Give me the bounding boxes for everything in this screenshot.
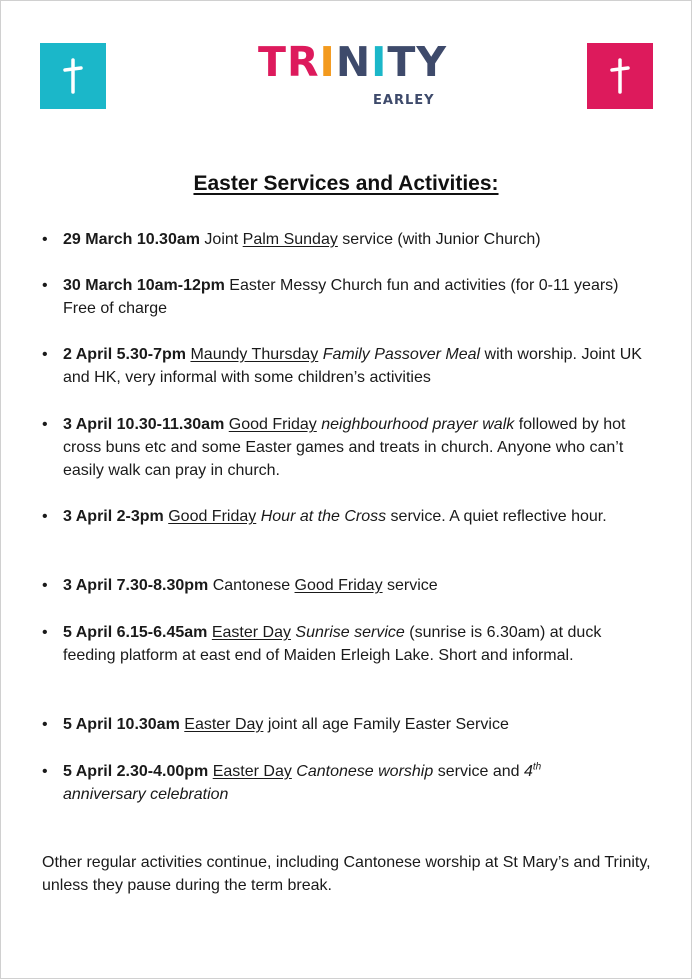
item-date: 3 April 10.30-11.30am (63, 416, 225, 433)
item-event-name: neighbourhood prayer walk (316, 416, 515, 433)
logo-letter: T (387, 38, 417, 86)
item-date: 5 April 10.30am (63, 716, 180, 733)
cross-badge-right (587, 43, 653, 109)
item-text-part: Cantonese (208, 577, 295, 594)
logo-letter: N (335, 38, 372, 86)
item-text (63, 413, 648, 482)
bullet-icon: • (42, 416, 48, 433)
item-occasion: Good Friday (228, 416, 317, 433)
item-text (63, 621, 648, 667)
item-event-name: anniversary celebration (63, 786, 229, 803)
item-date: 29 March 10.30am (63, 231, 200, 248)
item-text (63, 505, 648, 528)
bullet-icon: • (42, 346, 48, 363)
item-text-part: service (382, 577, 438, 594)
bullet-icon: • (42, 577, 48, 594)
ordinal-suffix: th (532, 761, 542, 773)
item-text-part: service and (433, 763, 524, 780)
cross-icon (58, 56, 88, 96)
item-text-part: Joint (199, 231, 243, 248)
logo-letter: T (258, 38, 287, 86)
item-text-part: (sunrise is 6.30am) at duck feeding platform at east end of Maiden Erleigh Lake. Short and informal. (63, 624, 602, 664)
item-text (63, 274, 648, 320)
item-occasion: Maundy Thursday (190, 346, 319, 363)
item-text-part: 4 (523, 763, 533, 780)
logo-letter: I (319, 38, 336, 86)
item-text-part: Easter Messy Church fun and activities (for 0-11 years) Free of charge (63, 277, 619, 317)
item-occasion: Easter Day (211, 624, 291, 641)
item-event-name: Hour at the Cross (256, 508, 387, 525)
footer-note: Other regular activities continue, including Cantonese worship at St Mary’s and Trinity, unless they pause during the term break. (42, 854, 651, 894)
item-text-part: service (with Junior Church) (337, 231, 541, 248)
item-date: 30 March 10am-12pm (63, 277, 225, 294)
item-date: 5 April 6.15-6.45am (63, 624, 208, 641)
item-event-name: Cantonese worship (291, 763, 434, 780)
item-event-name: Family Passover Meal (318, 346, 481, 363)
item-text (63, 228, 648, 251)
item-occasion: Good Friday (168, 508, 257, 525)
logo-letter: R (286, 38, 320, 86)
item-event-name: Sunrise service (290, 624, 405, 641)
item-date: 3 April 7.30-8.30pm (63, 577, 209, 594)
item-date: 2 April 5.30-7pm (63, 346, 187, 363)
item-text-part: service. A quiet reflective hour. (386, 508, 607, 525)
item-text (63, 760, 648, 806)
item-occasion: Easter Day (212, 763, 292, 780)
logo-letter: I (371, 38, 388, 86)
item-occasion: Good Friday (294, 577, 383, 594)
bullet-icon: • (42, 624, 48, 641)
item-occasion: Easter Day (184, 716, 264, 733)
bullet-icon: • (42, 763, 48, 780)
item-date: 5 April 2.30-4.00pm (63, 763, 209, 780)
logo-subtitle: EARLEY (373, 93, 435, 108)
page-title: Easter Services and Activities: (193, 172, 499, 195)
item-text (63, 574, 648, 597)
cross-badge-left (40, 43, 106, 109)
item-text (63, 343, 648, 389)
logo-wordmark (258, 38, 447, 86)
item-text-part: followed by hot cross buns etc and some Easter games and treats in church. Anyone who can’t easily walk can pray in church. (63, 416, 626, 479)
item-text-part: joint all age Family Easter Service (263, 716, 509, 733)
item-occasion: Palm Sunday (242, 231, 338, 248)
item-date: 3 April 2-3pm (63, 508, 164, 525)
bullet-icon: • (42, 231, 48, 248)
item-text (63, 713, 648, 736)
item-text-part: with worship. Joint UK and HK, very informal with some children’s activities (63, 346, 642, 386)
logo-letter: Y (416, 38, 448, 86)
bullet-icon: • (42, 716, 48, 733)
bullet-icon: • (42, 508, 48, 525)
cross-icon (605, 56, 635, 96)
trinity-logo (258, 38, 448, 114)
bullet-icon: • (42, 277, 48, 294)
